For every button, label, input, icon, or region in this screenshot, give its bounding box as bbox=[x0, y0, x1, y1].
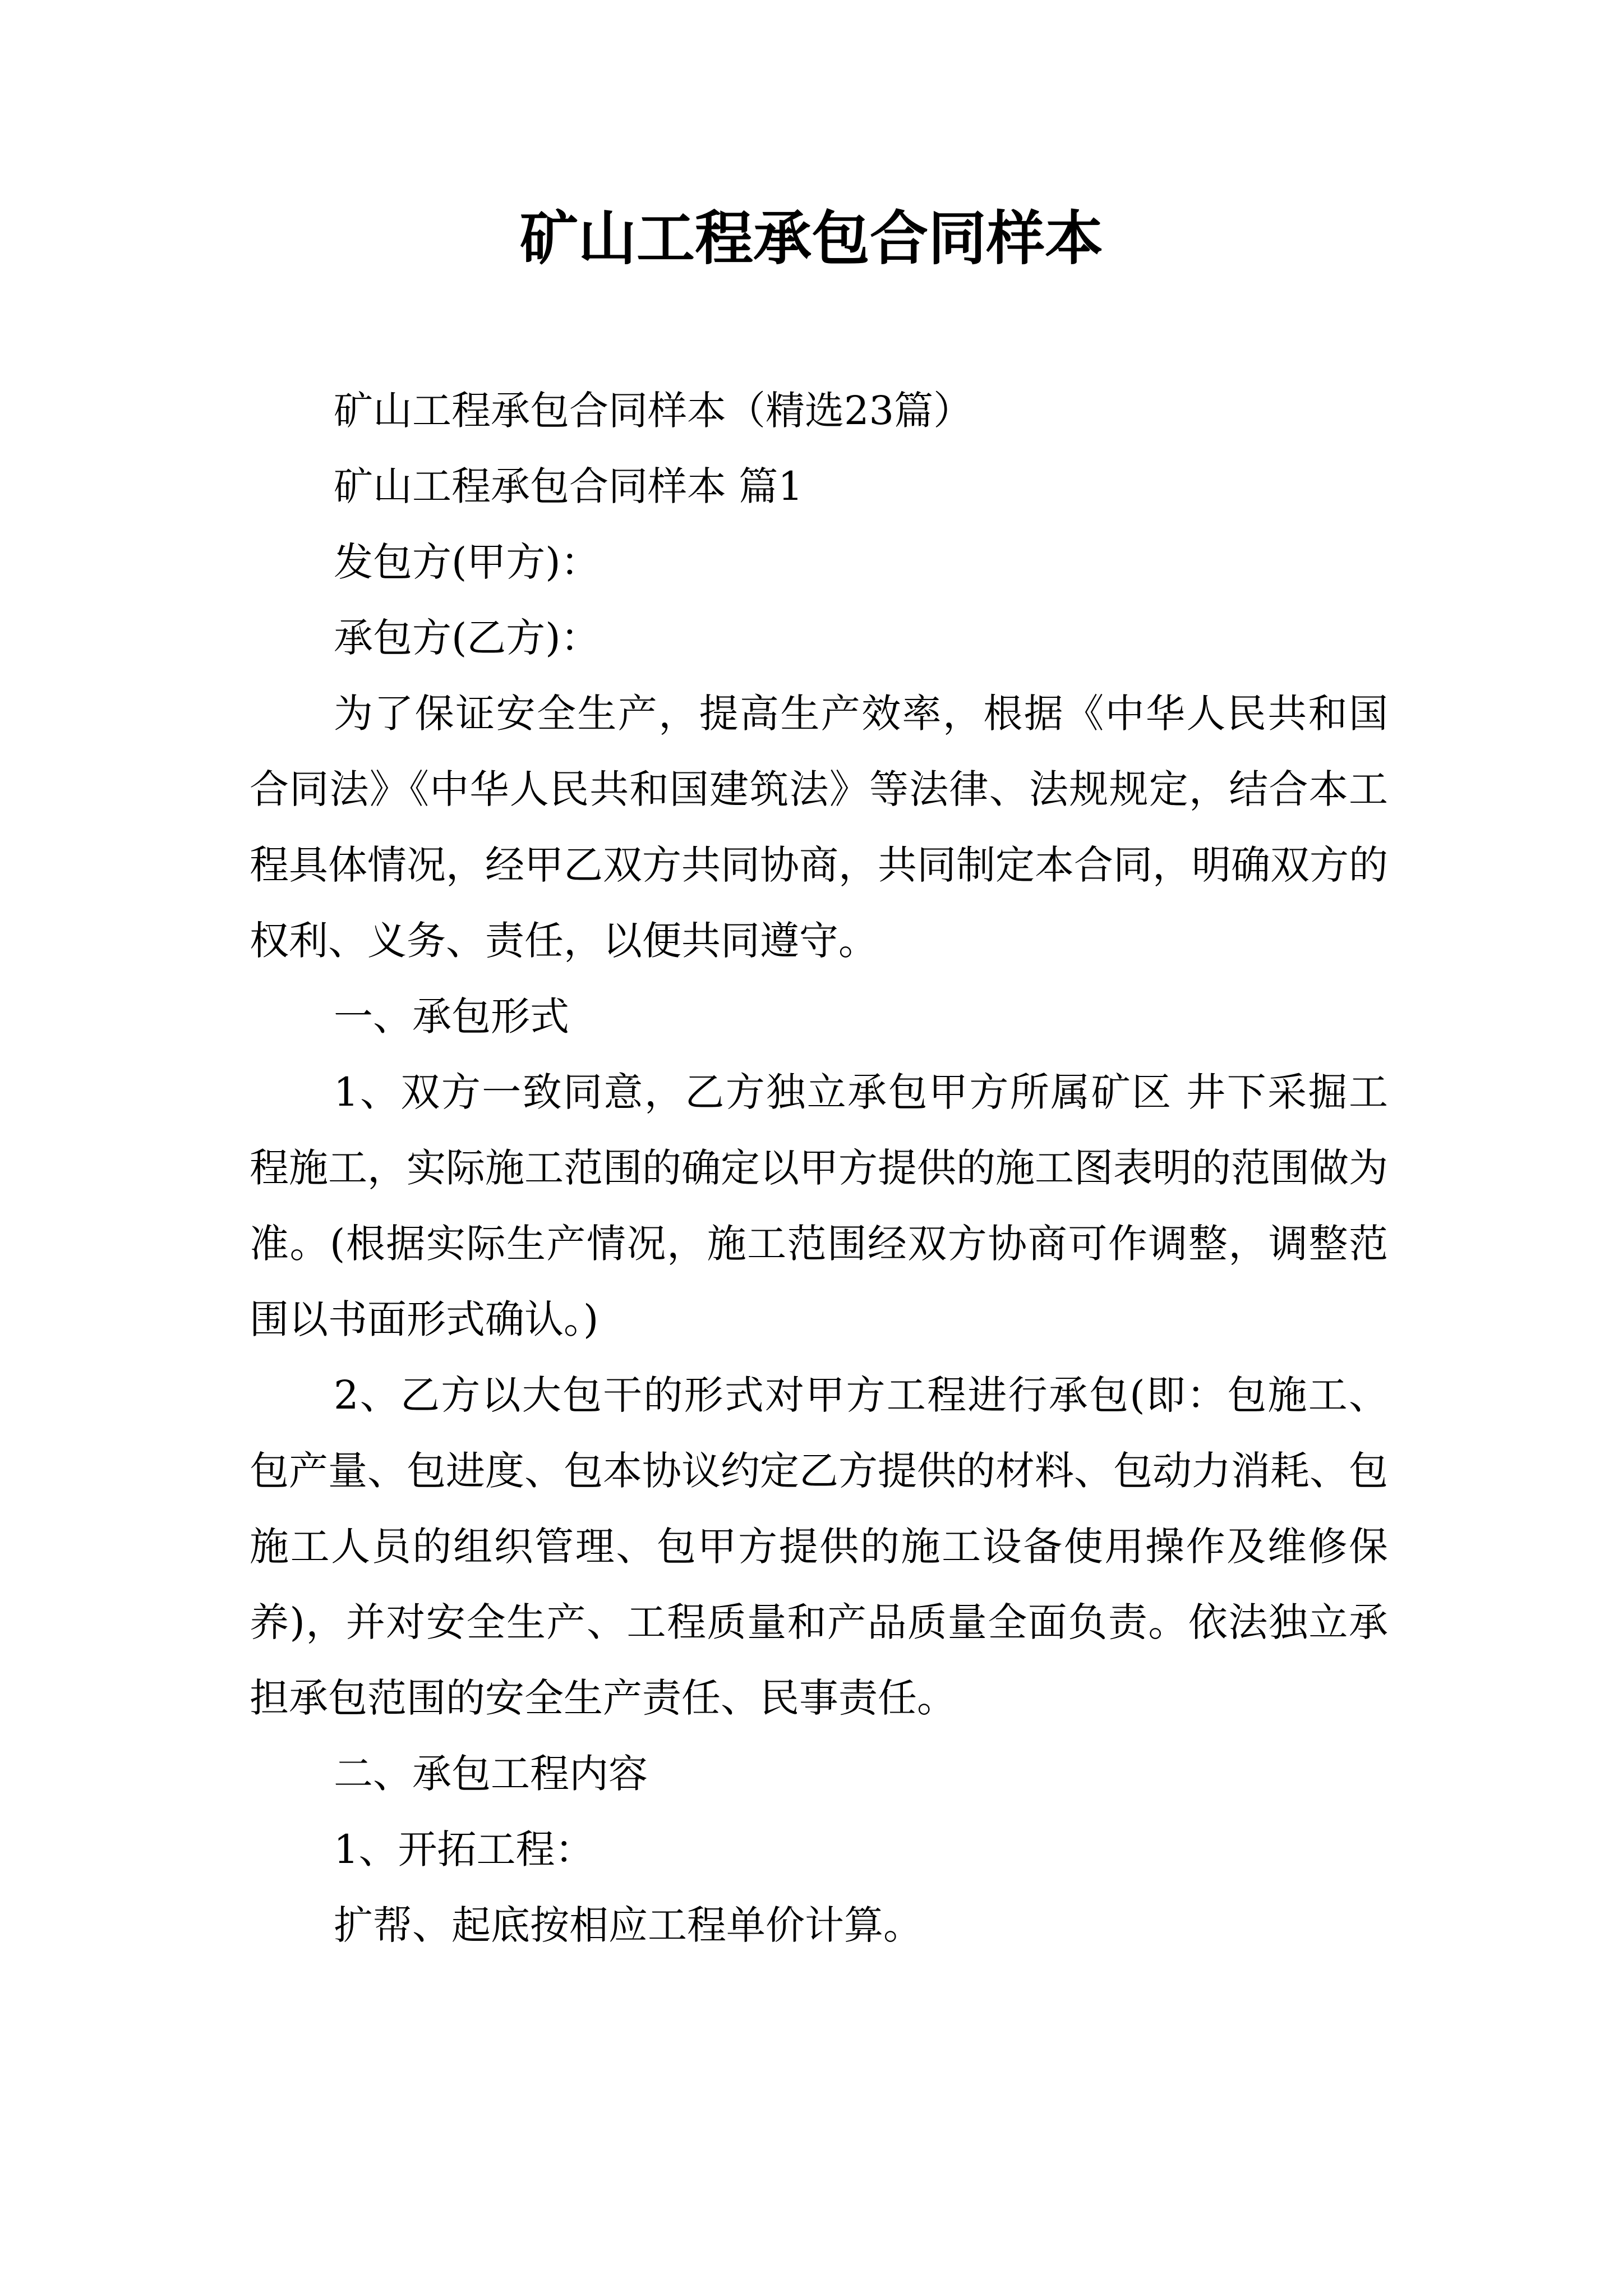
clause-heading-2: 二、承包工程内容 bbox=[334, 1751, 648, 1797]
subtitle-paragraph: 矿山工程承包合同样本（精选23篇） bbox=[334, 388, 973, 434]
party-b-line: 承包方(乙方)： bbox=[334, 615, 600, 661]
document-body bbox=[250, 373, 1388, 1963]
clause-2-item-1-detail: 扩帮、起底按相应工程单价计算。 bbox=[334, 1902, 923, 1948]
section-heading-paragraph: 矿山工程承包合同样本 篇1 bbox=[334, 463, 803, 509]
clause-1-item-2: 2、乙方以大包干的形式对甲方工程进行承包(即：包施工、包产量、包进度、包本协议约定乙方提供的材料、包动力消耗、包施工人员的组织管理、包甲方提供的施工设备使用操作及维修保养)，并对安全生产、工程质量和产品质量全面负责。依法独立承担承包范围的安全生产责任、民事责任。 bbox=[250, 1372, 1388, 1721]
clause-heading-1: 一、承包形式 bbox=[334, 993, 569, 1039]
clause-2-item-1: 1、开拓工程： bbox=[334, 1826, 594, 1872]
preamble-paragraph: 为了保证安全生产，提高生产效率，根据《中华人民共和国合同法》《中华人民共和国建筑法》等法律、法规规定，结合本工程具体情况，经甲乙双方共同协商，共同制定本合同，明确双方的权利、义务、责任，以便共同遵守。 bbox=[250, 691, 1388, 964]
party-a-line: 发包方(甲方)： bbox=[334, 539, 600, 585]
document-title: 矿山工程承包合同样本 bbox=[519, 204, 1103, 273]
clause-1-item-1: 1、双方一致同意，乙方独立承包甲方所属矿区 井下采掘工程施工，实际施工范围的确定以甲方提供的施工图表明的范围做为准。(根据实际生产情况，施工范围经双方协商可作调整，调整范围以书面形式确认。) bbox=[250, 1069, 1388, 1342]
